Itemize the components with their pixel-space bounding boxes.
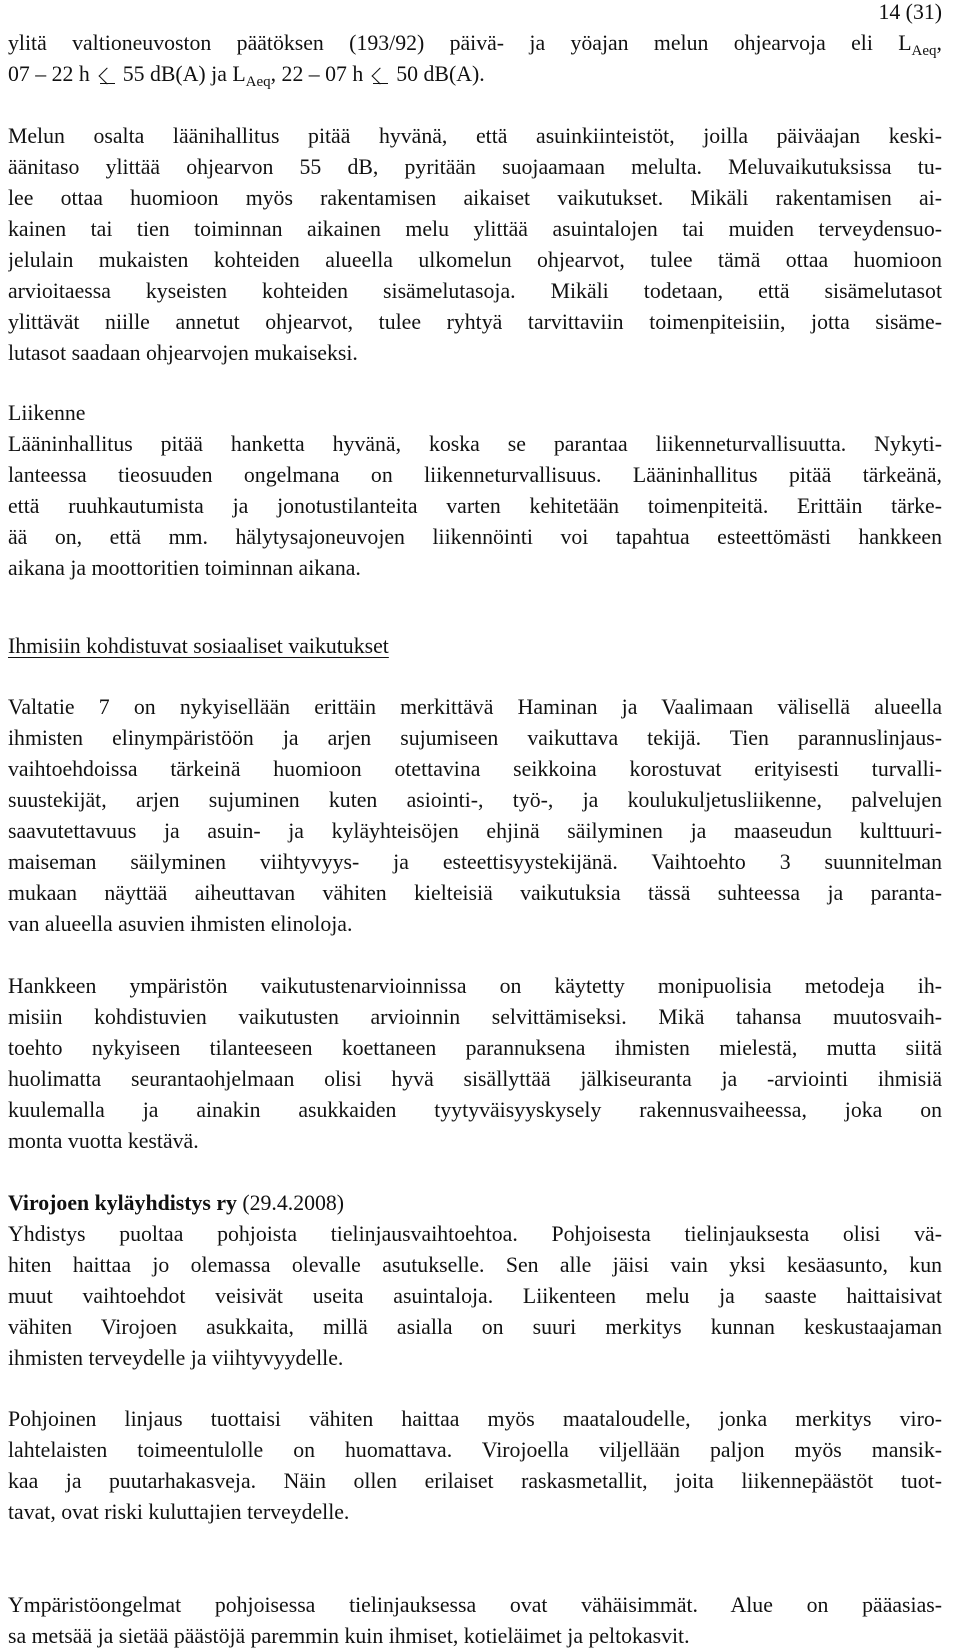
text-line: äänitaso ylittää ohjearvon 55 dB, pyritään suojaamaan melulta. Meluvaikutuksissa tu- [8, 155, 942, 179]
text-line: Yhdistys puoltaa pohjoista tielinjausvaihtoehtoa. Pohjoisesta tielinjauksesta olisi vä- [8, 1222, 942, 1246]
virojoki-paragraph-3 [8, 1590, 942, 1652]
text-line: että ruuhkautumista ja jonotustilanteita varten kehitetään toimenpiteitä. Erittäin tärke- [8, 494, 942, 518]
noise-limits-paragraph [8, 28, 942, 90]
text-line: vähiten Virojoen asukkaita, millä asialla on suuri merkitys kunnan keskustaajaman [8, 1315, 942, 1339]
text-fragment: , 22 – 07 h [270, 62, 364, 86]
text-line: lahtelaisten toimeentulolle on huomattava. Virojoella viljellään paljon myös mansik- [8, 1438, 942, 1462]
text-line: sa metsää ja sietää päästöjä paremmin kuin ihmiset, kotieläimet ja peltokasvit. [8, 1624, 690, 1648]
text-line: monta vuotta kestävä. [8, 1129, 199, 1153]
text-line: saavutettavuus ja asuin- ja kyläyhteisöjen ehjinä säilyminen ja maaseudun kulttuuri- [8, 819, 942, 843]
virojoki-paragraph-2 [8, 1404, 942, 1528]
text-line: ää on, että mm. hälytysajoneuvojen liikennöinti voi tapahtua esteettömästi hankkeen [8, 525, 942, 549]
section-heading: Liikenne [8, 401, 86, 425]
text-line: maiseman säilyminen viihtyvyys- ja esteettisyystekijänä. Vaihtoehto 3 suunnitelman [8, 850, 942, 874]
text-line: mukaan näyttää aiheuttavan vähiten kielteisiä vaikutuksia tässä suhteessa ja paranta- [8, 881, 942, 905]
section-heading [8, 631, 942, 662]
text-line: kainen tai tien toiminnan aikainen melu ylittää asuintalojen tai muiden terveydensuo- [8, 217, 942, 241]
text-line: Lääninhallitus pitää hanketta hyvänä, koska se parantaa liikenneturvallisuutta. Nykyti- [8, 432, 942, 456]
text-line: Hankkeen ympäristön vaikutustenarvioinnissa on käytetty monipuolisia metodeja ih- [8, 974, 942, 998]
underlined-heading: Ihmisiin kohdistuvat sosiaaliset vaikutukset [8, 634, 389, 658]
text-fragment: , [936, 31, 942, 55]
text-line: Valtatie 7 on nykyisellään erittäin merkittävä Haminan ja Vaalimaan välisellä alueella [8, 695, 942, 719]
text-line: ihmisten terveydelle ja viihtyvyydelle. [8, 1346, 344, 1370]
text-line [8, 59, 942, 90]
text-line: aikana ja moottoritien toiminnan aikana. [8, 556, 361, 580]
subscript: Aeq [245, 74, 271, 90]
text-line: vaihtoehdoissa tärkeinä huomioon otettavina seikkoina korostuvat erityisesti turvalli- [8, 757, 942, 781]
less-or-equal-icon [371, 64, 389, 84]
traffic-section [8, 398, 942, 584]
text-line: muut vaihtoehdot veisivät useita asuintaloja. Liikenteen melu ja saaste haittaisivat [8, 1284, 942, 1308]
text-line: arvioitaessa kyseisten kohteiden sisämelutasoja. Mikäli todetaan, että sisämelutasot [8, 279, 942, 303]
text-line: suustekijät, arjen sujuminen kuten asiointi-, työ-, ja koulukuljetusliikenne, palvelujen [8, 788, 942, 812]
text-line: tavat, ovat riski kuluttajien terveydelle. [8, 1500, 350, 1524]
noise-paragraph [8, 121, 942, 369]
text-fragment: ylitä valtioneuvoston päätöksen (193/92) päivä- ja yöajan melun ohjearvoja eli L [8, 31, 912, 55]
text-line: Melun osalta läänihallitus pitää hyvänä, että asuinkiinteistöt, joilla päiväajan keski- [8, 124, 942, 148]
less-or-equal-icon [98, 64, 116, 84]
page-number: 14 (31) [878, 0, 942, 24]
section-heading [8, 1188, 942, 1219]
organization-name: Virojoen kyläyhdistys ry [8, 1191, 237, 1215]
text-line: kuulemalla ja ainakin asukkaiden tyytyväisyyskysely rakennusvaiheessa, joka on [8, 1098, 942, 1122]
text-fragment: 07 – 22 h [8, 62, 90, 86]
text-line: misiin kohdistuvien vaikutusten arvioinnin selvittämiseksi. Mikä tahansa muutosvaih- [8, 1005, 942, 1029]
text-line: ylittävät niille annetut ohjearvot, tulee ryhtyä tarvittaviin toimenpiteisiin, jotta sisäme- [8, 310, 942, 334]
text-line: ihmisten elinympäristöön ja arjen sujumiseen vaikuttava tekijä. Tien parannuslinjaus- [8, 726, 942, 750]
text-line: lutasot saadaan ohjearvojen mukaiseksi. [8, 341, 358, 365]
text-line: jelulain mukaisten kohteiden alueella ulkomelun ohjearvot, tulee tämä ottaa huomioon [8, 248, 942, 272]
text-line: van alueella asuvien ihmisten elinoloja. [8, 912, 353, 936]
social-impacts-paragraph-2 [8, 971, 942, 1157]
subscript: Aeq [911, 43, 937, 59]
text-line: lee ottaa huomioon myös rakentamisen aikaiset vaikutukset. Mikäli rakentamisen ai- [8, 186, 942, 210]
text-line: kaa ja puutarhakasveja. Näin ollen erilaiset raskasmetallit, joita liikennepäästöt tuot- [8, 1469, 942, 1493]
text-fragment: 55 dB(A) ja L [122, 62, 246, 86]
social-impacts-heading-block [8, 631, 942, 662]
statement-date: (29.4.2008) [236, 1191, 345, 1215]
text-line: hiten haittaa jo olemassa olevalle asutukselle. Sen alle jäisi vain yksi kesäasunto, kun [8, 1253, 942, 1277]
text-line: Ympäristöongelmat pohjoisessa tielinjauksessa ovat vähäisimmät. Alue on pääasias- [8, 1593, 942, 1617]
text-line [8, 28, 942, 59]
text-fragment: 50 dB(A). [396, 62, 485, 86]
text-line: toehto nykyiseen tilanteeseen koettaneen parannuksena ihmisten mielestä, mutta siitä [8, 1036, 942, 1060]
text-line: lanteessa tieosuuden ongelmana on liikenneturvallisuus. Lääninhallitus pitää tärkeänä, [8, 463, 942, 487]
social-impacts-paragraph-1 [8, 692, 942, 940]
text-line: huolimatta seurantaohjelmaan olisi hyvä sisällyttää jälkiseuranta ja -arviointi ihmisiä [8, 1067, 942, 1091]
text-line: Pohjoinen linjaus tuottaisi vähiten haittaa myös maataloudelle, jonka merkitys viro- [8, 1407, 942, 1431]
virojoki-section [8, 1188, 942, 1374]
